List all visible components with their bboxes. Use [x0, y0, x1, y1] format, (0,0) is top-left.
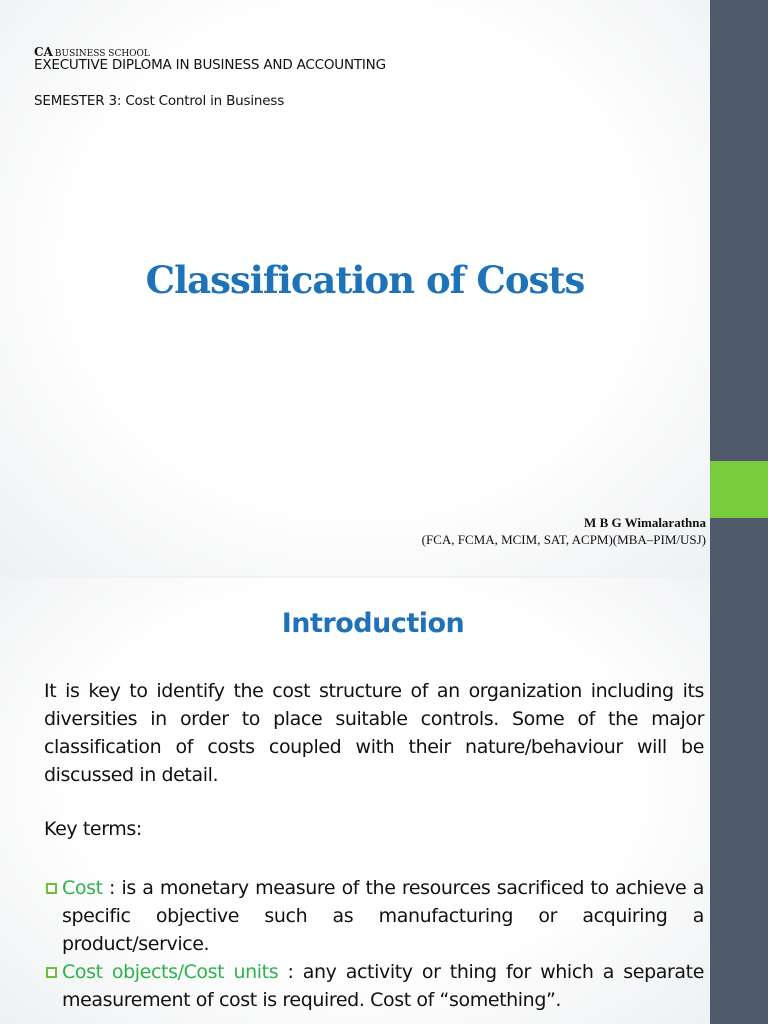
list-item: [44, 874, 704, 958]
program-name: EXECUTIVE DIPLOMA IN BUSINESS AND ACCOUNTING: [34, 57, 386, 73]
semester-label: SEMESTER 3: Cost Control in Business: [34, 93, 285, 109]
key-terms-label: Key terms:: [44, 818, 142, 840]
checkbox-bullet-icon: [46, 883, 57, 894]
author-credentials: (FCA, FCMA, MCIM, SAT, ACPM)(MBA–PIM/USJ): [421, 532, 706, 547]
slide-heading: Introduction: [281, 608, 465, 639]
term-name: Cost: [62, 877, 103, 899]
author-name: M B G Wimalarathna: [584, 515, 706, 530]
term-definition: : is a monetary measure of the resources sacrificed to achieve a specific objective such as manufacturing or acquiring a product/service.: [62, 877, 704, 955]
intro-paragraph: It is key to identify the cost structure of an organization including its diversities in order to place suitable controls. Some of the major classification of costs coupled with their nature/behaviour will be discussed in detail.: [44, 680, 704, 786]
list-item: [44, 958, 704, 1014]
logo-school: BUSINESS SCHOOL: [54, 49, 150, 59]
sidebar-bar: [710, 0, 768, 1024]
slide-title: Classification of Costs: [145, 258, 585, 302]
term-name: Cost objects/Cost units: [62, 961, 279, 983]
logo-ca: CA: [34, 45, 53, 59]
sidebar-accent: [710, 461, 768, 518]
introduction-slide: [0, 578, 710, 1024]
term-definition: : any activity or thing for which a separate measurement of cost is required. Cost of “something”.: [62, 961, 704, 1011]
checkbox-bullet-icon: [46, 967, 57, 978]
key-terms-list: [44, 874, 704, 1014]
